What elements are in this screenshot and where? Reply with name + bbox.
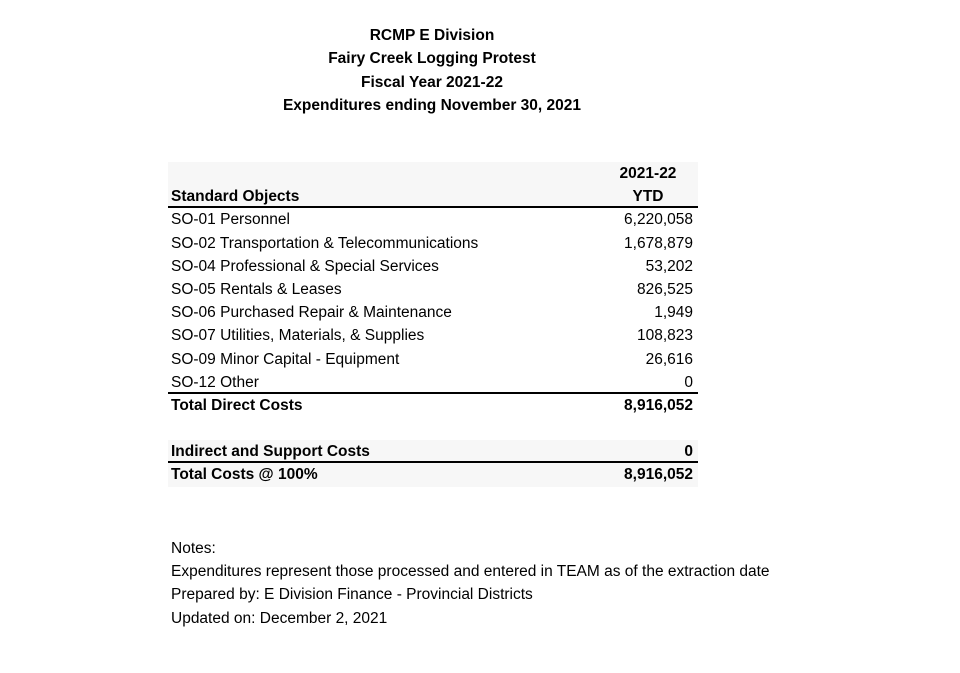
row-value: 1,678,879	[624, 234, 693, 252]
row-label: SO-04 Professional & Special Services	[171, 257, 439, 275]
note-expenditures: Expenditures represent those processed and entered in TEAM as of the extraction date	[171, 563, 770, 581]
row-value: 53,202	[645, 257, 693, 275]
row-label: SO-07 Utilities, Materials, & Supplies	[171, 327, 425, 345]
row-value: 1,949	[654, 304, 693, 322]
row-label: SO-02 Transportation & Telecommunications	[171, 234, 479, 252]
table-row	[168, 348, 698, 371]
total-direct-costs-value: 8,916,052	[624, 396, 693, 414]
table-row	[168, 278, 698, 301]
table-row	[168, 371, 698, 394]
total-costs-label: Total Costs @ 100%	[171, 466, 318, 484]
notes-heading: Notes:	[171, 540, 216, 557]
column-header-row	[168, 185, 698, 208]
row-label: SO-12 Other	[171, 373, 259, 391]
row-value: 0	[684, 373, 693, 391]
column-header-year: 2021-22	[619, 165, 677, 182]
report-title	[0, 24, 864, 118]
table-spacer	[168, 417, 698, 440]
table-row	[168, 208, 698, 231]
indirect-costs-row	[168, 440, 698, 463]
row-label: SO-06 Purchased Repair & Maintenance	[171, 304, 452, 322]
row-value: 26,616	[645, 350, 693, 368]
total-direct-costs-row	[168, 394, 698, 417]
title-project: Fairy Creek Logging Protest	[328, 50, 536, 68]
row-label: SO-05 Rentals & Leases	[171, 280, 342, 298]
table-row	[168, 255, 698, 278]
row-value: 108,823	[636, 327, 693, 345]
total-direct-costs-label: Total Direct Costs	[171, 396, 303, 414]
row-label: SO-01 Personnel	[171, 211, 290, 229]
total-costs-row	[168, 463, 698, 486]
title-fiscal-year: Fiscal Year 2021-22	[361, 73, 503, 91]
title-period: Expenditures ending November 30, 2021	[282, 97, 582, 115]
table-row	[168, 301, 698, 324]
expenditures-table	[168, 162, 698, 487]
row-value: 6,220,058	[624, 211, 693, 229]
total-costs-value: 8,916,052	[624, 466, 693, 484]
row-header-label: Standard Objects	[171, 188, 300, 206]
table-row	[168, 232, 698, 255]
column-header-row-top	[168, 162, 698, 185]
table-row	[168, 324, 698, 347]
row-value: 826,525	[636, 280, 693, 298]
note-updated-on: Updated on: December 2, 2021	[171, 609, 388, 627]
row-label: SO-09 Minor Capital - Equipment	[171, 350, 400, 368]
title-organization: RCMP E Division	[369, 27, 495, 44]
note-prepared-by: Prepared by: E Division Finance - Provincial Districts	[171, 586, 533, 604]
indirect-costs-label: Indirect and Support Costs	[171, 443, 370, 461]
notes-section	[171, 537, 770, 630]
indirect-costs-value: 0	[684, 443, 693, 461]
column-header-ytd: YTD	[632, 188, 664, 206]
